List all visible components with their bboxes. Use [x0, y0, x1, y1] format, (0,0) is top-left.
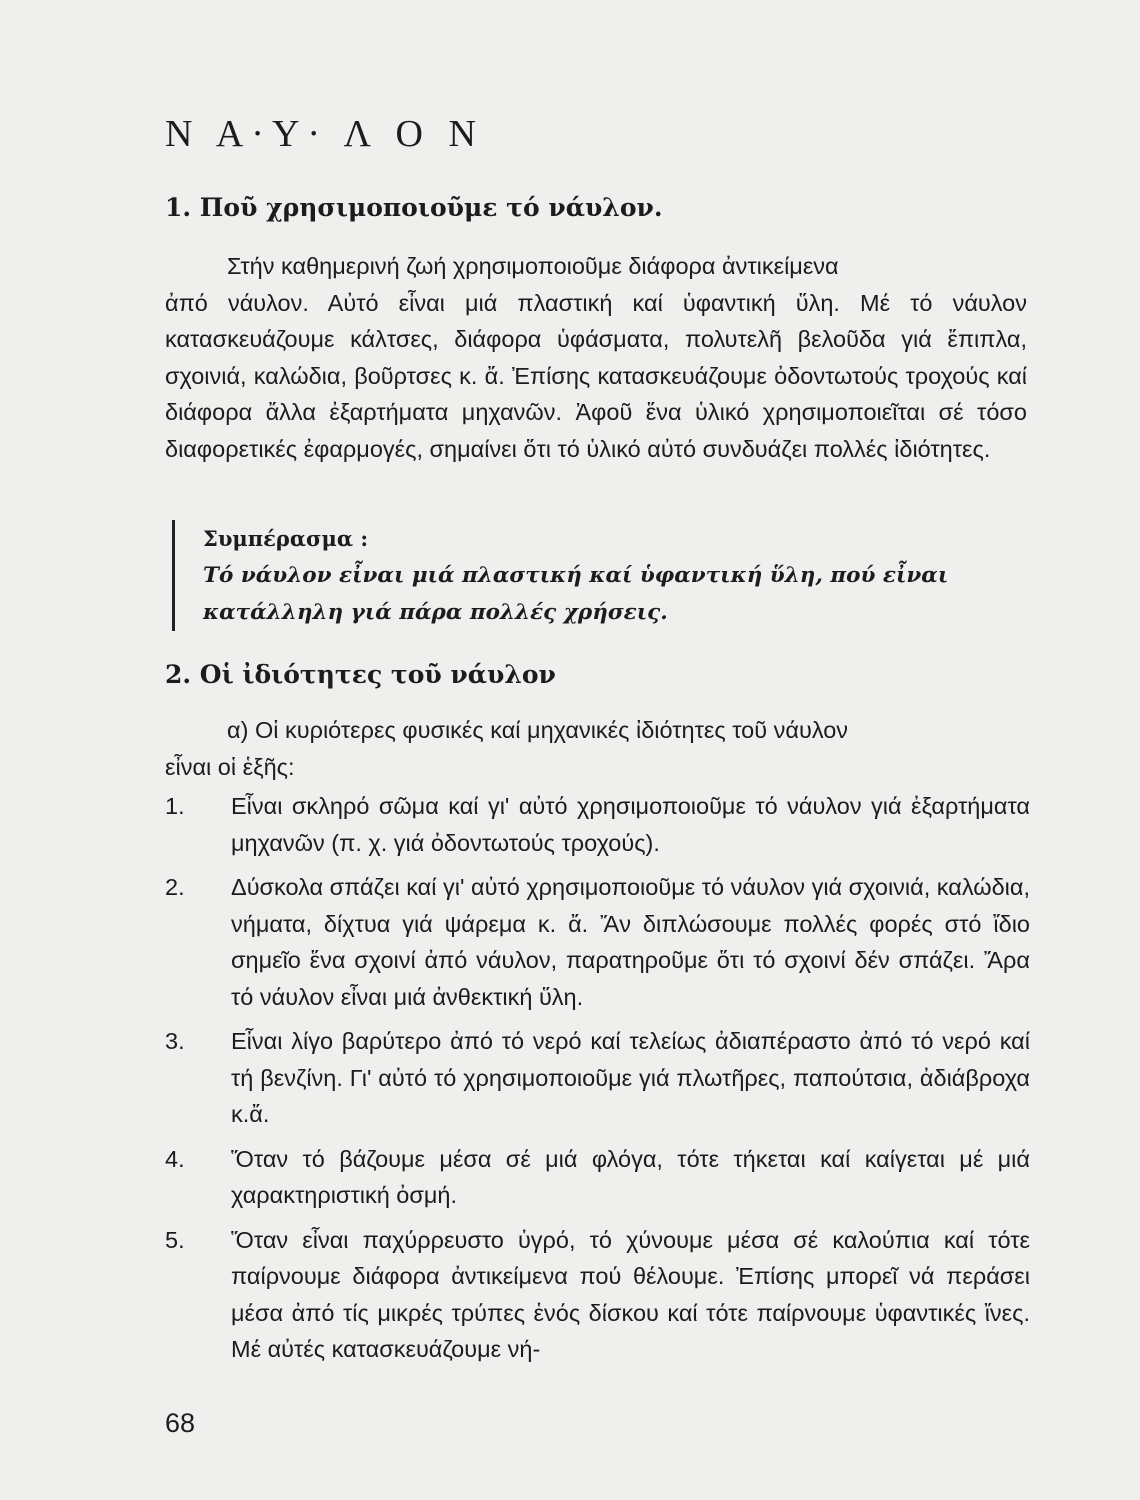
list-item-text: Δύσκολα σπάζει καί γι' αὐτό χρησιμοποιοῦμε τό νάυλον γιά σχοινιά, καλώδια, νήματα, δίχτυα γιά ψάρεμα κ. ἄ. Ἄν διπλώσουμε πολλές φορές στό ἴδιο σημεῖο ἕνα σχοινί ἀπό νάυλον, παρατηροῦμε ὅτι τό σχοινί δέν σπάζει. Ἄρα τό νάυλον εἶναι μιά ἀνθεκτική ὕλη. — [231, 874, 1030, 1010]
summary-box — [172, 520, 1065, 631]
list-item — [165, 788, 1030, 861]
list-item-number: 4. — [165, 1145, 185, 1172]
section-1-paragraph-first-line: Στήν καθημερινή ζωή χρησιμοποιοῦμε διάφορα ἀντικείμενα — [227, 253, 839, 279]
list-item-number: 3. — [165, 1028, 185, 1054]
section-2-intro-first-line: α) Οἱ κυριότερες φυσικές καί μηχανικές ἰδιότητες τοῦ νάυλον — [227, 717, 849, 743]
list-item — [165, 1023, 1030, 1133]
list-item-text: Ὅταν εἶναι παχύρρευστο ὑγρό, τό χύνουμε μέσα σέ καλούπια καί τότε παίρνουμε διάφορα ἀντικείμενα πού θέλουμε. Ἐπίσης μπορεῖ νά περάσει μέσα ἀπό τίς μικρές τρύπες ἑνός δίσκου καί τότε παίρνουμε ὑφαντικές ἴνες. Μέ αὐτές κατασκευάζουμε νή- — [231, 1226, 1030, 1362]
list-item-number: 2. — [165, 874, 185, 900]
list-item-text: Εἶναι λίγο βαρύτερο ἀπό τό νερό καί τελείως ἀδιαπέραστο ἀπό τό νερό καί τή βενζίνη. Γι' αὐτό τό χρησιμοποιοῦμε γιά πλωτῆρες, παπούτσια, ἀδιάβροχα κ.ἄ. — [231, 1028, 1030, 1127]
section-2-intro-rest: εἶναι οἱ ἑξῆς: — [165, 753, 295, 780]
list-item-text: Ὅταν τό βάζουμε μέσα σέ μιά φλόγα, τότε τήκεται καί καίγεται μέ μιά χαρακτηριστική ὀσμή. — [231, 1145, 1030, 1208]
section-2-heading: 2. Οἱ ἰδιότητες τοῦ νάυλον — [165, 660, 556, 689]
section-1-heading: 1. Ποῦ χρησιμοποιοῦμε τό νάυλον. — [165, 193, 663, 222]
list-item-number: 1. — [165, 793, 185, 819]
list-item — [165, 869, 1030, 1015]
list-item-number: 5. — [165, 1226, 185, 1253]
section-2-intro — [165, 712, 1027, 785]
properties-list — [165, 788, 1030, 1376]
section-1-paragraph — [165, 248, 1027, 467]
list-item — [165, 1222, 1030, 1368]
summary-text: Τό νάυλον εἶναι μιά πλαστική καί ὑφαντική ὕλη, πού εἶναι κατάλληλη γιά πάρα πολλές χρήσεις. — [203, 563, 949, 625]
page-number: 68 — [165, 1408, 196, 1438]
list-item-text: Εἶναι σκληρό σῶμα καί γι' αὐτό χρησιμοποιοῦμε τό νάυλον γιά ἐξαρτήματα μηχανῶν (π. χ. γιά ὀδοντωτούς τροχούς). — [231, 793, 1030, 856]
summary-label: Συμπέρασμα : — [203, 526, 369, 551]
page-title: Ν Α·Υ· Λ Ο Ν — [165, 113, 484, 155]
list-item — [165, 1141, 1030, 1214]
section-1-paragraph-body: ἀπό νάυλον. Αὐτό εἶναι μιά πλαστική καί ὑφαντική ὕλη. Μέ τό νάυλον κατασκευάζουμε κάλτσες, διάφορα ὑφάσματα, πολυτελῆ βελοῦδα γιά ἔπιπλα, σχοινιά, καλώδια, βοῦρτσες κ. ἄ. Ἐπίσης κατασκευάζουμε ὀδοντωτούς τροχούς καί διάφορα ἄλλα ἐξαρτήματα μηχανῶν. Ἀφοῦ ἕνα ὑλικό χρησιμοποιεῖται σέ τόσο διαφορετικές ἐφαρμογές, σημαίνει ὅτι τό ὑλικό αὐτό συνδυάζει πολλές ἰδιότητες. — [165, 289, 1027, 462]
